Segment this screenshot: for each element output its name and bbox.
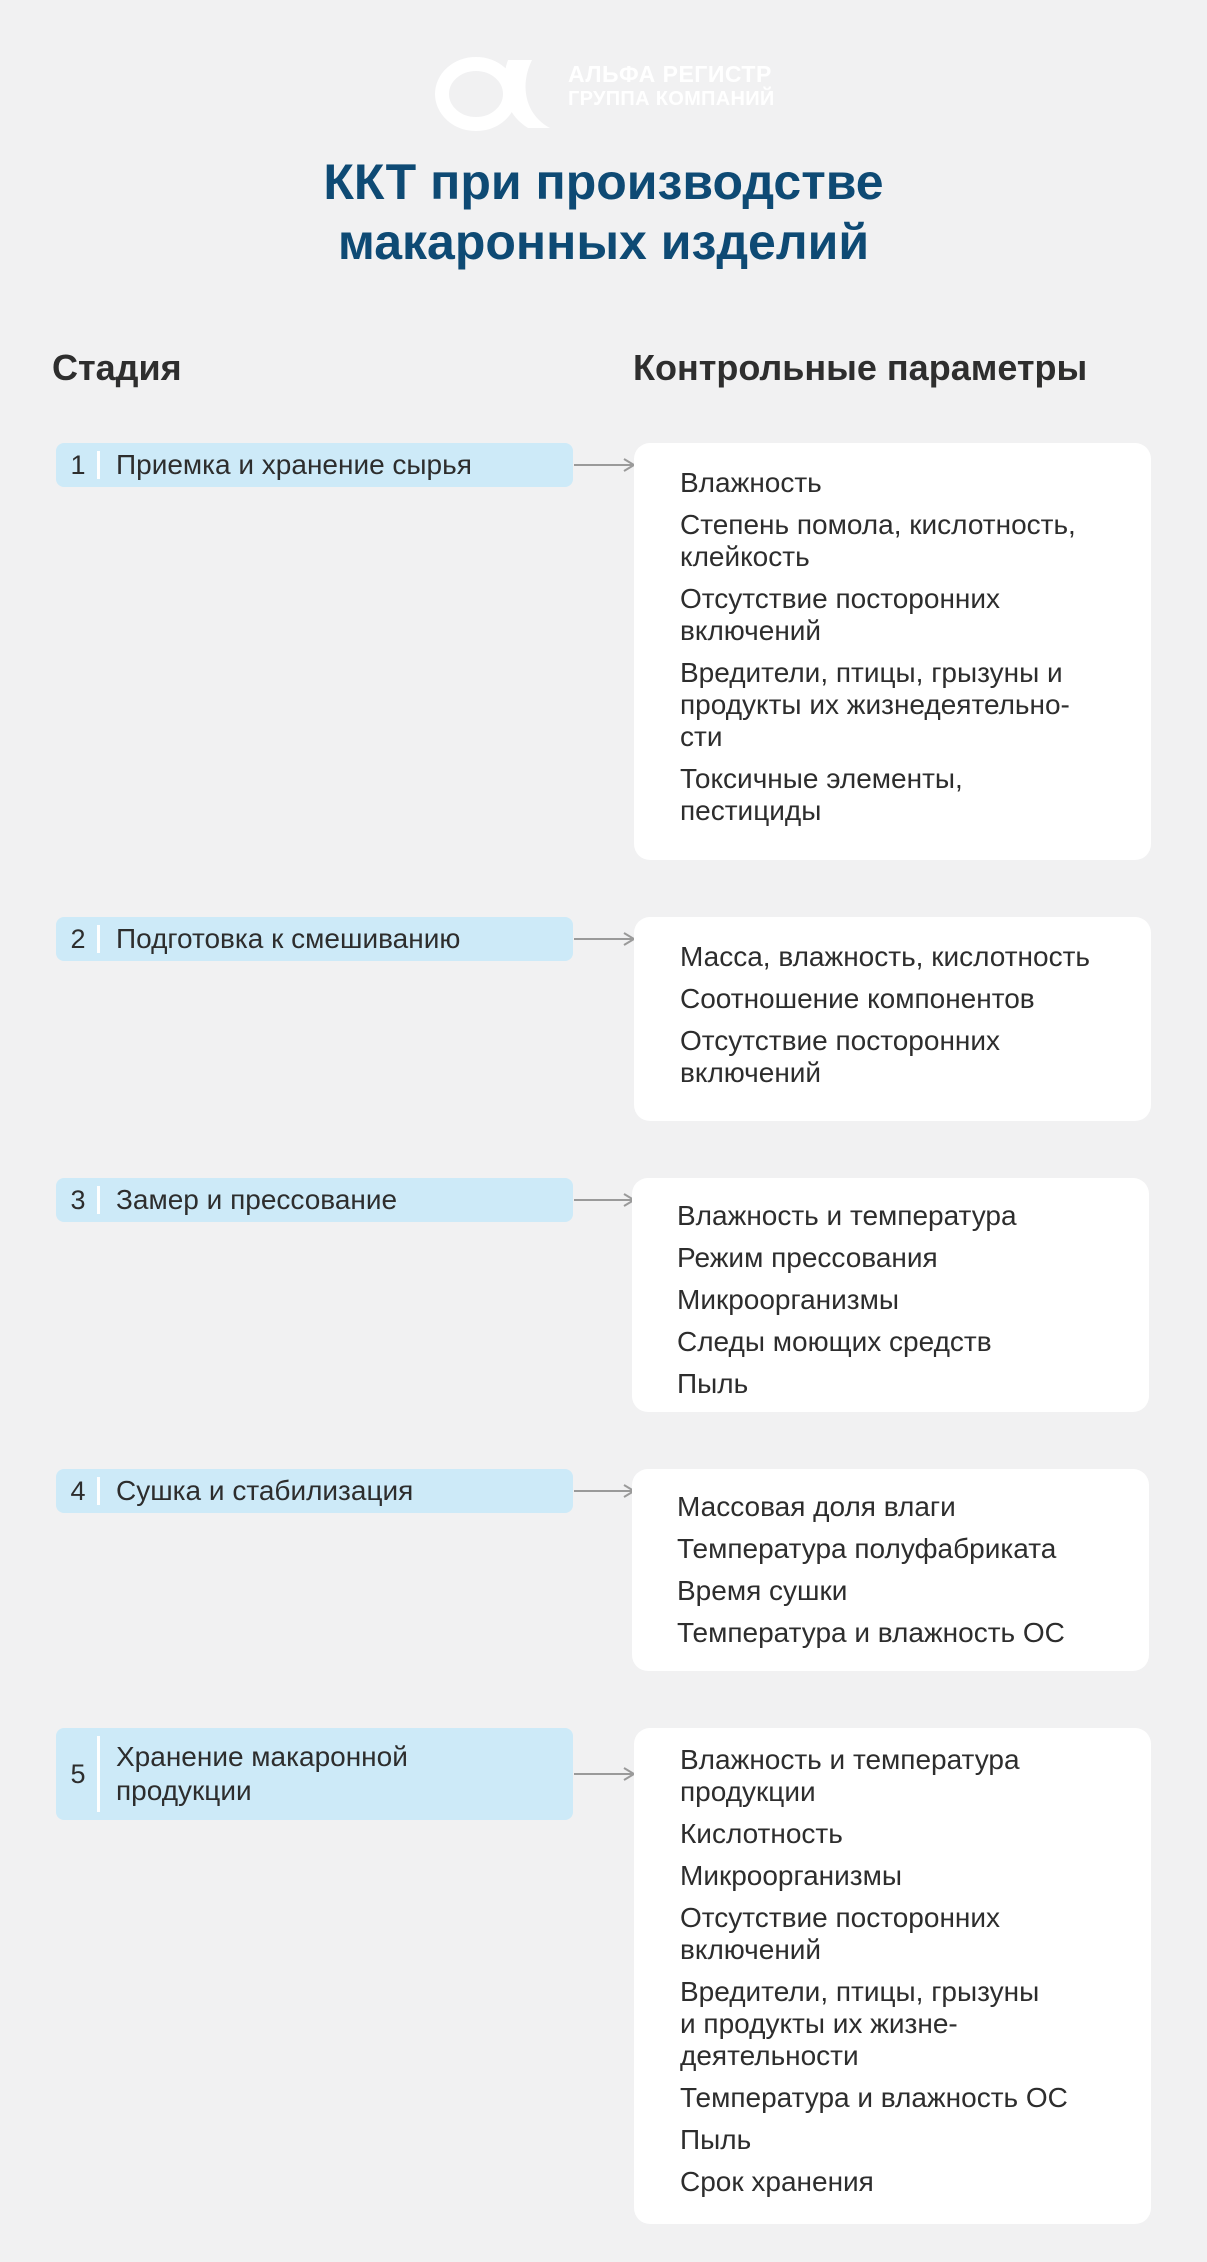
stage-1-number: 1 bbox=[56, 443, 100, 487]
param-item: Токсичные элементы, пестициды bbox=[680, 763, 963, 826]
page-title bbox=[0, 152, 1207, 272]
param-item: Температура и влажность ОС bbox=[677, 1617, 1065, 1648]
arrow-2-icon bbox=[574, 931, 636, 947]
param-item: Массовая доля влаги bbox=[677, 1491, 956, 1522]
param-item: Отсутствие посторонних включений bbox=[680, 1025, 1001, 1088]
stage-2 bbox=[56, 917, 573, 961]
brand-name bbox=[568, 62, 775, 112]
param-item: Срок хранения bbox=[680, 2166, 874, 2197]
param-item: Микроорганизмы bbox=[677, 1284, 899, 1315]
stage-3-number: 3 bbox=[56, 1178, 100, 1222]
param-item: Масса, влажность, кислотность bbox=[680, 941, 1090, 972]
stage-5-number: 5 bbox=[56, 1728, 100, 1820]
arrow-3-icon bbox=[574, 1192, 636, 1208]
param-item: Пыль bbox=[680, 2124, 752, 2155]
title-line-2: макаронных изделий bbox=[337, 214, 870, 270]
param-item: Отсутствие посторонних включений bbox=[680, 1902, 1001, 1965]
param-item: Вредители, птицы, грызуны и продукты их жизнедеятельно- сти bbox=[680, 657, 1070, 752]
param-item: Соотношение компонентов bbox=[680, 983, 1035, 1014]
stage-1-label: Приемка и хранение сырья bbox=[116, 449, 472, 480]
param-item: Влажность и температура продукции bbox=[680, 1744, 1020, 1807]
stage-3-params bbox=[632, 1178, 1149, 1412]
stage-3-label: Замер и прессование bbox=[116, 1184, 398, 1215]
params-column-header: Контрольные параметры bbox=[633, 347, 1088, 388]
stage-2-number: 2 bbox=[56, 917, 100, 961]
stage-2-params bbox=[634, 917, 1151, 1121]
param-item: Вредители, птицы, грызуны и продукты их жизне- деятельности bbox=[680, 1976, 1040, 2071]
stage-4 bbox=[56, 1469, 573, 1513]
title-line-1: ККТ при производстве bbox=[323, 154, 884, 210]
arrow-5-icon bbox=[574, 1766, 636, 1782]
arrow-4-icon bbox=[574, 1483, 636, 1499]
param-item: Влажность bbox=[680, 467, 822, 498]
stage-4-params bbox=[632, 1469, 1149, 1671]
stage-1 bbox=[56, 443, 573, 487]
stage-5-params bbox=[634, 1728, 1151, 2224]
stage-2-label: Подготовка к смешиванию bbox=[116, 923, 461, 954]
company-logo bbox=[428, 52, 788, 132]
param-item: Кислотность bbox=[680, 1818, 843, 1849]
stage-5-label: Хранение макаронной продукции bbox=[116, 1741, 408, 1806]
param-item: Отсутствие посторонних включений bbox=[680, 583, 1001, 646]
param-item: Пыль bbox=[677, 1368, 749, 1399]
param-item: Режим прессования bbox=[677, 1242, 938, 1273]
param-item: Температура полуфабриката bbox=[677, 1533, 1057, 1564]
param-item: Температура и влажность ОС bbox=[680, 2082, 1068, 2113]
param-item: Время сушки bbox=[677, 1575, 848, 1606]
stage-4-number: 4 bbox=[56, 1469, 100, 1513]
param-item: Влажность и температура bbox=[677, 1200, 1017, 1231]
param-item: Следы моющих средств bbox=[677, 1326, 992, 1357]
stage-column-header: Стадия bbox=[52, 347, 182, 388]
alpha-logo-icon bbox=[428, 52, 558, 132]
stage-1-params bbox=[634, 443, 1151, 860]
brand-line-1: АЛЬФА РЕГИСТР bbox=[568, 61, 772, 87]
stage-4-label: Сушка и стабилизация bbox=[116, 1475, 414, 1506]
param-item: Степень помола, кислотность, клейкость bbox=[680, 509, 1076, 572]
arrow-1-icon bbox=[574, 457, 636, 473]
brand-line-2: ГРУППА КОМПАНИЙ bbox=[568, 88, 775, 110]
param-item: Микроорганизмы bbox=[680, 1860, 902, 1891]
stage-3 bbox=[56, 1178, 573, 1222]
stage-5 bbox=[56, 1728, 573, 1820]
